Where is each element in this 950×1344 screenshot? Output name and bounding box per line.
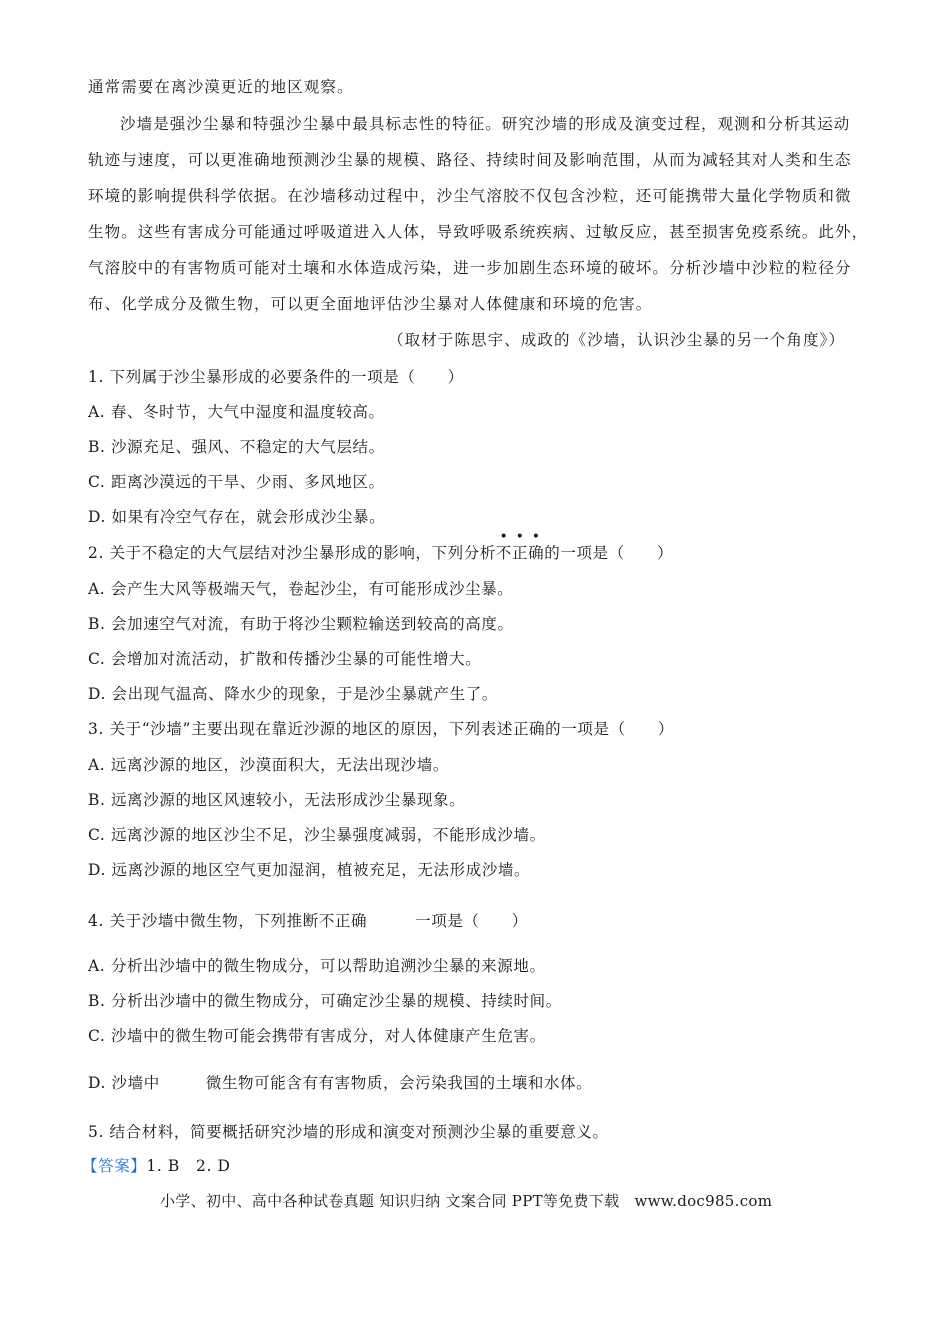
question-3-option-a: A. 远离沙源的地区，沙漠面积大，无法出现沙墙。 — [88, 756, 449, 774]
passage-source: （取材于陈思宇、成政的《沙墙，认识沙尘暴的另一个角度》） — [388, 331, 846, 349]
footer-text: 小学、初中、高中各种试卷真题 知识归纳 文案合同 PPT等免费下载 — [160, 1192, 620, 1210]
question-2-option-c: C. 会增加对流活动，扩散和传播沙尘暴的可能性增大。 — [88, 650, 482, 668]
question-1-option-d: D. 如果有冷空气存在，就会形成沙尘暴。 — [88, 508, 386, 526]
emphasis-char: • 正 — [512, 529, 529, 562]
question-5-stem: 5. 结合材料，简要概括研究沙墙的形成和演变对预测沙尘暴的重要意义。 — [88, 1123, 609, 1141]
passage-line: 布、化学成分及微生物，可以更全面地评估沙尘暴对人体健康和环境的危害。 — [88, 295, 653, 313]
question-4-option-b: B. 分析出沙墙中的微生物成分，可确定沙尘暴的规模、持续时间。 — [88, 992, 562, 1010]
page-footer — [160, 1190, 772, 1211]
question-3-option-d: D. 远离沙源的地区空气更加湿润，植被充足，无法形成沙墙。 — [88, 861, 531, 879]
question-2-stem-post: 的一项是（ ） — [544, 544, 674, 562]
passage-line: 轨迹与速度，可以更准确地预测沙尘暴的规模、路径、持续时间及影响范围，从而为减轻其对人类和生态 — [88, 151, 852, 169]
passage-line-0: 通常需要在离沙漠更近的地区观察。 — [88, 78, 354, 96]
question-1-stem: 1. 下列属于沙尘暴形成的必要条件的一项是（ ） — [88, 368, 464, 386]
question-4-option-d-pre: D. 沙墙中 — [88, 1074, 160, 1092]
question-4-stem-pre: 4. 关于沙墙中微生物，下列推断不正确 — [88, 912, 368, 930]
question-4-option-c: C. 沙墙中的微生物可能会携带有害成分，对人体健康产生危害。 — [88, 1027, 546, 1045]
emphasis-char: • 不 — [495, 529, 513, 562]
question-4-option-a: A. 分析出沙墙中的微生物成分，可以帮助追溯沙尘暴的来源地。 — [88, 957, 546, 975]
question-4-stem — [88, 909, 528, 931]
answer-line — [82, 1154, 231, 1176]
emphasis-char: • 确 — [528, 529, 545, 562]
question-2-option-d: D. 会出现气温高、降水少的现象，于是沙尘暴就产生了。 — [88, 685, 498, 703]
question-1-option-c: C. 距离沙漠远的干旱、少雨、多风地区。 — [88, 473, 385, 491]
question-4-option-d — [88, 1071, 592, 1093]
answer-tag: 【答案】 — [82, 1157, 147, 1175]
passage-line: 环境的影响提供科学依据。在沙墙移动过程中，沙尘气溶胶不仅包含沙粒，还可能携带大量化学物质和微 — [88, 187, 852, 205]
question-1-option-a: A. 春、冬时节，大气中湿度和温度较高。 — [88, 403, 385, 421]
question-3-option-b: B. 远离沙源的地区风速较小，无法形成沙尘暴现象。 — [88, 791, 466, 809]
question-2-stem — [88, 529, 674, 563]
passage-line: 气溶胶中的有害物质可能对土壤和水体造成污染，进一步加剧生态环境的破坏。分析沙墙中沙粒的粒径分 — [88, 259, 852, 277]
passage-line: 生物。这些有害成分可能通过呼吸道进入人体，导致呼吸系统疾病、过敏反应，甚至损害免疫系统。此外， — [88, 223, 869, 241]
question-1-option-b: B. 沙源充足、强风、不稳定的大气层结。 — [88, 438, 385, 456]
question-4-option-d-post: 微生物可能含有有害物质，会污染我国的土壤和水体。 — [205, 1074, 593, 1092]
question-3-stem: 3. 关于“沙墙”主要出现在靠近沙源的地区的原因，下列表述正确的一项是（ ） — [88, 720, 674, 738]
question-2-stem-pre: 2. 关于不稳定的大气层结对沙尘暴形成的影响，下列分析 — [88, 544, 496, 562]
footer-link[interactable]: www.doc985.com — [634, 1192, 773, 1210]
question-2-option-a: A. 会产生大风等极端天气，卷起沙尘，有可能形成沙尘暴。 — [88, 580, 514, 598]
passage-line: 沙墙是强沙尘暴和特强沙尘暴中最具标志性的特征。研究沙墙的形成及演变过程，观测和分析其运动 — [120, 115, 851, 133]
answer-text: 1. B 2. D — [146, 1157, 231, 1175]
question-3-option-c: C. 远离沙源的地区沙尘不足，沙尘暴强度减弱，不能形成沙墙。 — [88, 826, 546, 844]
question-2-option-b: B. 会加速空气对流，有助于将沙尘颗粒输送到较高的高度。 — [88, 615, 514, 633]
question-4-stem-post: 一项是（ ） — [415, 912, 528, 930]
